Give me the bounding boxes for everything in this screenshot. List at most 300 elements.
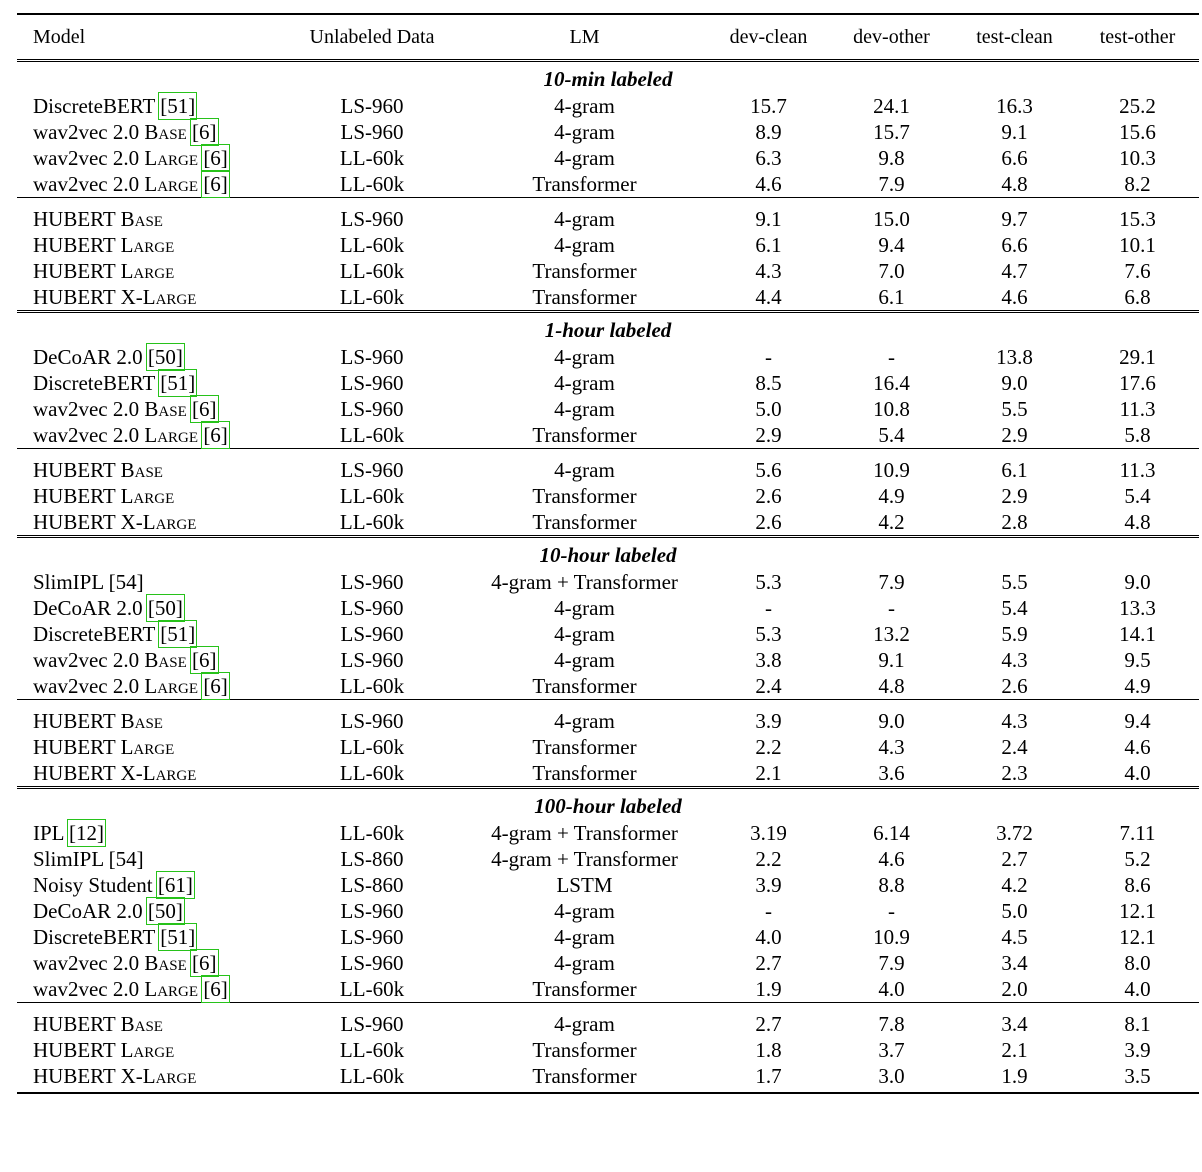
model-cell (17, 171, 282, 198)
unlabeled-data-cell: LL-60k (339, 285, 405, 309)
model-name: HUBERT (33, 233, 116, 257)
dev-other-cell: 4.6 (878, 847, 905, 871)
lm-cell: Transformer (532, 977, 637, 1001)
unlabeled-data-cell: LS-960 (340, 899, 404, 923)
unlabeled-data-cell: LS-960 (282, 700, 462, 735)
model-name: HUBERT (33, 458, 116, 482)
model-cell (17, 1003, 282, 1038)
citation-link[interactable]: [50] (147, 596, 183, 620)
header-lm: LM (462, 14, 707, 61)
dev-other-cell: 9.4 (878, 233, 905, 257)
test-other-cell: 4.8 (1124, 510, 1151, 534)
dev-other-cell: 4.8 (878, 674, 905, 698)
table-row (17, 119, 1199, 145)
model-cell (17, 1063, 282, 1093)
dev-clean-cell: 2.1 (755, 761, 782, 785)
dev-other-cell: 10.9 (830, 449, 953, 484)
lm-cell: 4-gram (462, 198, 707, 233)
model-name: HUBERT (33, 259, 116, 283)
dev-clean-cell: 2.6 (755, 484, 782, 508)
unlabeled-data-cell: LL-60k (339, 510, 405, 534)
table-row (17, 846, 1199, 872)
model-name: IPL (33, 821, 64, 845)
model-name: wav2vec 2.0 (33, 648, 140, 672)
section-title: 10-min labeled (17, 61, 1199, 94)
unlabeled-data-cell: LL-60k (339, 233, 405, 257)
unlabeled-data-cell: LL-60k (339, 423, 405, 447)
dev-clean-cell: - (765, 596, 772, 620)
test-clean-cell: 5.0 (1001, 899, 1028, 923)
citation-link[interactable]: [51] (160, 925, 196, 949)
test-clean-cell: 2.9 (1001, 423, 1028, 447)
table-row (17, 232, 1199, 258)
dev-other-cell: 16.4 (873, 371, 910, 395)
table-row (17, 422, 1199, 449)
table-row (17, 569, 1199, 595)
unlabeled-data-cell: LL-60k (339, 259, 405, 283)
model-name: DiscreteBERT (33, 925, 155, 949)
citation-link[interactable]: [51] (160, 622, 196, 646)
citation-link[interactable]: [50] (147, 899, 183, 923)
lm-cell: Transformer (462, 1063, 707, 1093)
dev-other-cell: 7.9 (878, 570, 905, 594)
model-name: wav2vec 2.0 (33, 120, 140, 144)
model-cell (17, 284, 282, 312)
table-row (17, 344, 1199, 370)
test-other-cell: 11.3 (1119, 397, 1156, 421)
unlabeled-data-cell: LS-960 (340, 951, 404, 975)
citation-link[interactable]: [54] (108, 570, 144, 594)
test-other-cell: 8.6 (1124, 873, 1151, 897)
dev-other-cell: 15.7 (873, 120, 910, 144)
test-clean-cell: 3.72 (996, 821, 1033, 845)
test-other-cell: 9.0 (1124, 570, 1151, 594)
dev-other-cell: 6.1 (878, 285, 905, 309)
unlabeled-data-cell: LS-960 (340, 925, 404, 949)
table-row (17, 976, 1199, 1003)
test-clean-cell: 6.6 (1001, 233, 1028, 257)
test-clean-cell: 2.8 (1001, 510, 1028, 534)
table-row (17, 734, 1199, 760)
unlabeled-data-cell: LS-960 (282, 1003, 462, 1038)
lm-cell: Transformer (532, 1038, 637, 1062)
lm-cell: Transformer (532, 761, 637, 785)
model-variant: Large (120, 735, 175, 759)
test-clean-cell: 4.8 (1001, 172, 1028, 196)
table-row (17, 647, 1199, 673)
header-model: Model (17, 14, 282, 61)
header-test-other: test-other (1076, 14, 1199, 61)
table-row (17, 1003, 1199, 1038)
table-row (17, 595, 1199, 621)
dev-clean-cell: 2.2 (755, 735, 782, 759)
model-cell (17, 898, 282, 924)
lm-cell: 4-gram (554, 925, 615, 949)
test-clean-cell: 9.0 (1001, 371, 1028, 395)
dev-clean-cell: 2.7 (707, 1003, 830, 1038)
lm-cell: 4-gram (554, 622, 615, 646)
section-heading-row (17, 788, 1199, 821)
table-row (17, 509, 1199, 537)
dev-clean-cell: 5.6 (707, 449, 830, 484)
model-name: DiscreteBERT (33, 371, 155, 395)
unlabeled-data-cell: LS-960 (340, 622, 404, 646)
table-body (17, 61, 1199, 1094)
citation-link[interactable]: [6] (203, 674, 228, 698)
model-cell (17, 647, 282, 673)
citation-link[interactable]: [6] (203, 977, 228, 1001)
model-name: HUBERT (33, 484, 116, 508)
model-variant: Base (120, 1012, 163, 1036)
test-other-cell: 11.3 (1076, 449, 1199, 484)
test-other-cell: 9.5 (1124, 648, 1151, 672)
lm-cell: 4-gram (554, 371, 615, 395)
model-cell (17, 344, 282, 370)
dev-clean-cell: 4.3 (755, 259, 782, 283)
dev-clean-cell: - (765, 345, 772, 369)
model-variant: Large (120, 1038, 175, 1062)
test-clean-cell: 4.5 (1001, 925, 1028, 949)
dev-clean-cell: 5.3 (755, 622, 782, 646)
test-other-cell: 15.3 (1076, 198, 1199, 233)
test-other-cell: 13.3 (1119, 596, 1156, 620)
model-variant: Base (144, 951, 187, 975)
dev-clean-cell: 2.6 (755, 510, 782, 534)
table-row (17, 673, 1199, 700)
test-other-cell: 8.0 (1124, 951, 1151, 975)
model-cell (17, 760, 282, 788)
citation-link[interactable]: [6] (192, 120, 217, 144)
test-clean-cell: 2.1 (1001, 1038, 1028, 1062)
unlabeled-data-cell: LL-60k (339, 977, 405, 1001)
model-name: HUBERT (33, 510, 116, 534)
header-dev-other: dev-other (830, 14, 953, 61)
test-clean-cell: 9.7 (953, 198, 1076, 233)
lm-cell: Transformer (532, 735, 637, 759)
dev-clean-cell: 4.4 (755, 285, 782, 309)
model-variant: Large (144, 146, 199, 170)
test-other-cell: 4.6 (1124, 735, 1151, 759)
model-variant: X-Large (120, 510, 197, 534)
model-cell (17, 258, 282, 284)
section-heading-row (17, 61, 1199, 94)
unlabeled-data-cell: LL-60k (339, 821, 405, 845)
section-title: 1-hour labeled (17, 312, 1199, 345)
test-other-cell: 25.2 (1119, 94, 1156, 118)
dev-clean-cell: 1.8 (755, 1038, 782, 1062)
citation-link[interactable]: [6] (203, 146, 228, 170)
dev-other-cell: 9.8 (878, 146, 905, 170)
section-title: 10-hour labeled (17, 537, 1199, 570)
dev-other-cell: 3.6 (878, 761, 905, 785)
model-name: wav2vec 2.0 (33, 977, 140, 1001)
lm-cell: 4-gram (462, 700, 707, 735)
model-variant: Large (120, 484, 175, 508)
model-cell (17, 872, 282, 898)
model-name: wav2vec 2.0 (33, 397, 140, 421)
dev-other-cell: 7.0 (878, 259, 905, 283)
unlabeled-data-cell: LS-860 (340, 873, 404, 897)
test-clean-cell: 2.9 (1001, 484, 1028, 508)
dev-other-cell: 4.9 (878, 484, 905, 508)
header-unlabeled-data: Unlabeled Data (282, 14, 462, 61)
table-row (17, 449, 1199, 484)
dev-clean-cell: 2.9 (755, 423, 782, 447)
model-cell (17, 976, 282, 1003)
unlabeled-data-cell: LS-960 (340, 397, 404, 421)
citation-link[interactable]: [61] (157, 873, 193, 897)
dev-other-cell: 3.0 (830, 1063, 953, 1093)
model-variant: Base (144, 648, 187, 672)
dev-other-cell: 3.7 (878, 1038, 905, 1062)
lm-cell: 4-gram (554, 233, 615, 257)
citation-link[interactable]: [6] (192, 648, 217, 672)
table-row (17, 258, 1199, 284)
citation-link[interactable]: [6] (203, 172, 228, 196)
model-variant: Large (144, 977, 199, 1001)
dev-other-cell: 7.9 (878, 172, 905, 196)
model-cell (17, 119, 282, 145)
lm-cell: 4-gram (554, 648, 615, 672)
dev-clean-cell: 3.9 (707, 700, 830, 735)
table-row (17, 760, 1199, 788)
unlabeled-data-cell: LS-960 (340, 596, 404, 620)
unlabeled-data-cell: LS-960 (340, 570, 404, 594)
test-other-cell: 3.9 (1124, 1038, 1151, 1062)
table-header (17, 14, 1199, 61)
model-name: wav2vec 2.0 (33, 674, 140, 698)
table-row (17, 820, 1199, 846)
test-other-cell: 4.0 (1124, 761, 1151, 785)
header-test-clean: test-clean (953, 14, 1076, 61)
unlabeled-data-cell: LS-960 (340, 94, 404, 118)
lm-cell: 4-gram (554, 397, 615, 421)
dev-clean-cell: 2.4 (755, 674, 782, 698)
test-other-cell: 29.1 (1119, 345, 1156, 369)
unlabeled-data-cell: LL-60k (339, 484, 405, 508)
lm-cell: 4-gram + Transformer (491, 570, 678, 594)
test-other-cell: 7.6 (1124, 259, 1151, 283)
lm-cell: 4-gram (554, 94, 615, 118)
test-other-cell: 4.9 (1124, 674, 1151, 698)
model-name: DeCoAR 2.0 (33, 345, 143, 369)
test-clean-cell: 3.4 (1001, 951, 1028, 975)
model-cell (17, 93, 282, 119)
citation-link[interactable]: [51] (160, 94, 196, 118)
model-variant: X-Large (120, 1064, 197, 1088)
dev-clean-cell: 3.19 (750, 821, 787, 845)
model-cell (17, 1037, 282, 1063)
citation-link[interactable]: [6] (192, 397, 217, 421)
unlabeled-data-cell: LS-960 (340, 120, 404, 144)
lm-cell: 4-gram (554, 345, 615, 369)
model-variant: X-Large (120, 761, 197, 785)
model-variant: Large (144, 172, 199, 196)
section-heading-row (17, 537, 1199, 570)
table-row (17, 483, 1199, 509)
lm-cell: Transformer (532, 285, 637, 309)
test-other-cell: 5.4 (1124, 484, 1151, 508)
model-cell (17, 734, 282, 760)
dev-other-cell: 24.1 (873, 94, 910, 118)
model-name: Noisy Student (33, 873, 153, 897)
lm-cell: Transformer (532, 172, 637, 196)
test-clean-cell: 4.7 (1001, 259, 1028, 283)
model-name: HUBERT (33, 1012, 116, 1036)
test-clean-cell: 13.8 (996, 345, 1033, 369)
dev-other-cell: 4.3 (878, 735, 905, 759)
model-cell (17, 396, 282, 422)
lm-cell: Transformer (532, 259, 637, 283)
test-clean-cell: 6.6 (1001, 146, 1028, 170)
dev-clean-cell: 15.7 (750, 94, 787, 118)
test-other-cell: 7.11 (1119, 821, 1156, 845)
citation-link[interactable]: [6] (203, 423, 228, 447)
model-cell (17, 569, 282, 595)
dev-other-cell: 9.0 (830, 700, 953, 735)
table-row (17, 171, 1199, 198)
table-row (17, 396, 1199, 422)
model-variant: Large (144, 423, 199, 447)
table-row (17, 700, 1199, 735)
test-clean-cell: 4.3 (953, 700, 1076, 735)
model-name: HUBERT (33, 207, 116, 231)
dev-other-cell: 4.0 (878, 977, 905, 1001)
dev-other-cell: 10.9 (873, 925, 910, 949)
dev-clean-cell: - (765, 899, 772, 923)
model-name: SlimIPL (33, 570, 104, 594)
test-clean-cell: 2.4 (1001, 735, 1028, 759)
dev-other-cell: 7.9 (878, 951, 905, 975)
table-row (17, 370, 1199, 396)
dev-other-cell: 8.8 (878, 873, 905, 897)
dev-other-cell: 9.1 (878, 648, 905, 672)
test-other-cell: 12.1 (1119, 899, 1156, 923)
dev-clean-cell: 2.7 (755, 951, 782, 975)
dev-clean-cell: 8.5 (755, 371, 782, 395)
table-row (17, 924, 1199, 950)
lm-cell: 4-gram (554, 596, 615, 620)
unlabeled-data-cell: LS-960 (282, 449, 462, 484)
model-cell (17, 509, 282, 537)
lm-cell: Transformer (532, 510, 637, 534)
model-variant: Large (120, 233, 175, 257)
unlabeled-data-cell: LL-60k (339, 1038, 405, 1062)
model-variant: Base (120, 207, 163, 231)
dev-clean-cell: 1.7 (707, 1063, 830, 1093)
model-name: wav2vec 2.0 (33, 423, 140, 447)
citation-link[interactable]: [51] (160, 371, 196, 395)
test-other-cell: 8.1 (1076, 1003, 1199, 1038)
lm-cell: Transformer (532, 423, 637, 447)
table-row (17, 898, 1199, 924)
test-clean-cell: 4.6 (1001, 285, 1028, 309)
dev-clean-cell: 1.9 (755, 977, 782, 1001)
model-name: DeCoAR 2.0 (33, 596, 143, 620)
model-variant: X-Large (120, 285, 197, 309)
model-cell (17, 232, 282, 258)
lm-cell: 4-gram (554, 899, 615, 923)
test-clean-cell: 16.3 (996, 94, 1033, 118)
citation-link[interactable]: [54] (108, 847, 144, 871)
citation-link[interactable]: [50] (147, 345, 183, 369)
test-clean-cell: 5.5 (1001, 397, 1028, 421)
model-name: HUBERT (33, 735, 116, 759)
test-other-cell: 10.1 (1119, 233, 1156, 257)
model-cell (17, 422, 282, 449)
header-row (17, 14, 1199, 61)
table-row (17, 621, 1199, 647)
test-clean-cell: 4.3 (1001, 648, 1028, 672)
model-cell (17, 449, 282, 484)
test-clean-cell: 4.2 (1001, 873, 1028, 897)
dev-other-cell: 5.4 (878, 423, 905, 447)
test-other-cell: 15.6 (1119, 120, 1156, 144)
test-other-cell: 10.3 (1119, 146, 1156, 170)
lm-cell: 4-gram (554, 951, 615, 975)
model-name: DiscreteBERT (33, 94, 155, 118)
model-variant: Base (120, 458, 163, 482)
unlabeled-data-cell: LL-60k (339, 735, 405, 759)
lm-cell: Transformer (532, 484, 637, 508)
model-variant: Base (120, 709, 163, 733)
citation-link[interactable]: [12] (68, 821, 104, 845)
lm-cell: 4-gram (554, 146, 615, 170)
test-other-cell: 3.5 (1076, 1063, 1199, 1093)
test-other-cell: 5.2 (1124, 847, 1151, 871)
model-name: SlimIPL (33, 847, 104, 871)
test-clean-cell: 2.7 (1001, 847, 1028, 871)
dev-clean-cell: 9.1 (707, 198, 830, 233)
model-cell (17, 198, 282, 233)
dev-clean-cell: 6.1 (755, 233, 782, 257)
unlabeled-data-cell: LL-60k (282, 1063, 462, 1093)
test-other-cell: 9.4 (1076, 700, 1199, 735)
results-table (17, 13, 1199, 1094)
dev-other-cell: 10.8 (873, 397, 910, 421)
test-clean-cell: 5.9 (1001, 622, 1028, 646)
model-name: wav2vec 2.0 (33, 146, 140, 170)
test-clean-cell: 1.9 (953, 1063, 1076, 1093)
model-cell (17, 621, 282, 647)
table-row (17, 950, 1199, 976)
lm-cell: 4-gram (554, 120, 615, 144)
unlabeled-data-cell: LL-60k (339, 146, 405, 170)
model-cell (17, 673, 282, 700)
model-variant: Large (144, 674, 199, 698)
dev-clean-cell: 3.9 (755, 873, 782, 897)
test-other-cell: 4.0 (1124, 977, 1151, 1001)
dev-clean-cell: 4.0 (755, 925, 782, 949)
model-name: HUBERT (33, 761, 116, 785)
model-name: HUBERT (33, 709, 116, 733)
model-name: DeCoAR 2.0 (33, 899, 143, 923)
test-clean-cell: 6.1 (953, 449, 1076, 484)
model-variant: Large (120, 259, 175, 283)
table-row (17, 872, 1199, 898)
citation-link[interactable]: [6] (192, 951, 217, 975)
model-cell (17, 700, 282, 735)
unlabeled-data-cell: LS-960 (340, 371, 404, 395)
model-cell (17, 370, 282, 396)
test-other-cell: 6.8 (1124, 285, 1151, 309)
model-name: wav2vec 2.0 (33, 951, 140, 975)
lm-cell: 4-gram + Transformer (491, 847, 678, 871)
model-cell (17, 820, 282, 846)
dev-clean-cell: 3.8 (755, 648, 782, 672)
dev-other-cell: 7.8 (830, 1003, 953, 1038)
lm-cell: 4-gram (462, 1003, 707, 1038)
